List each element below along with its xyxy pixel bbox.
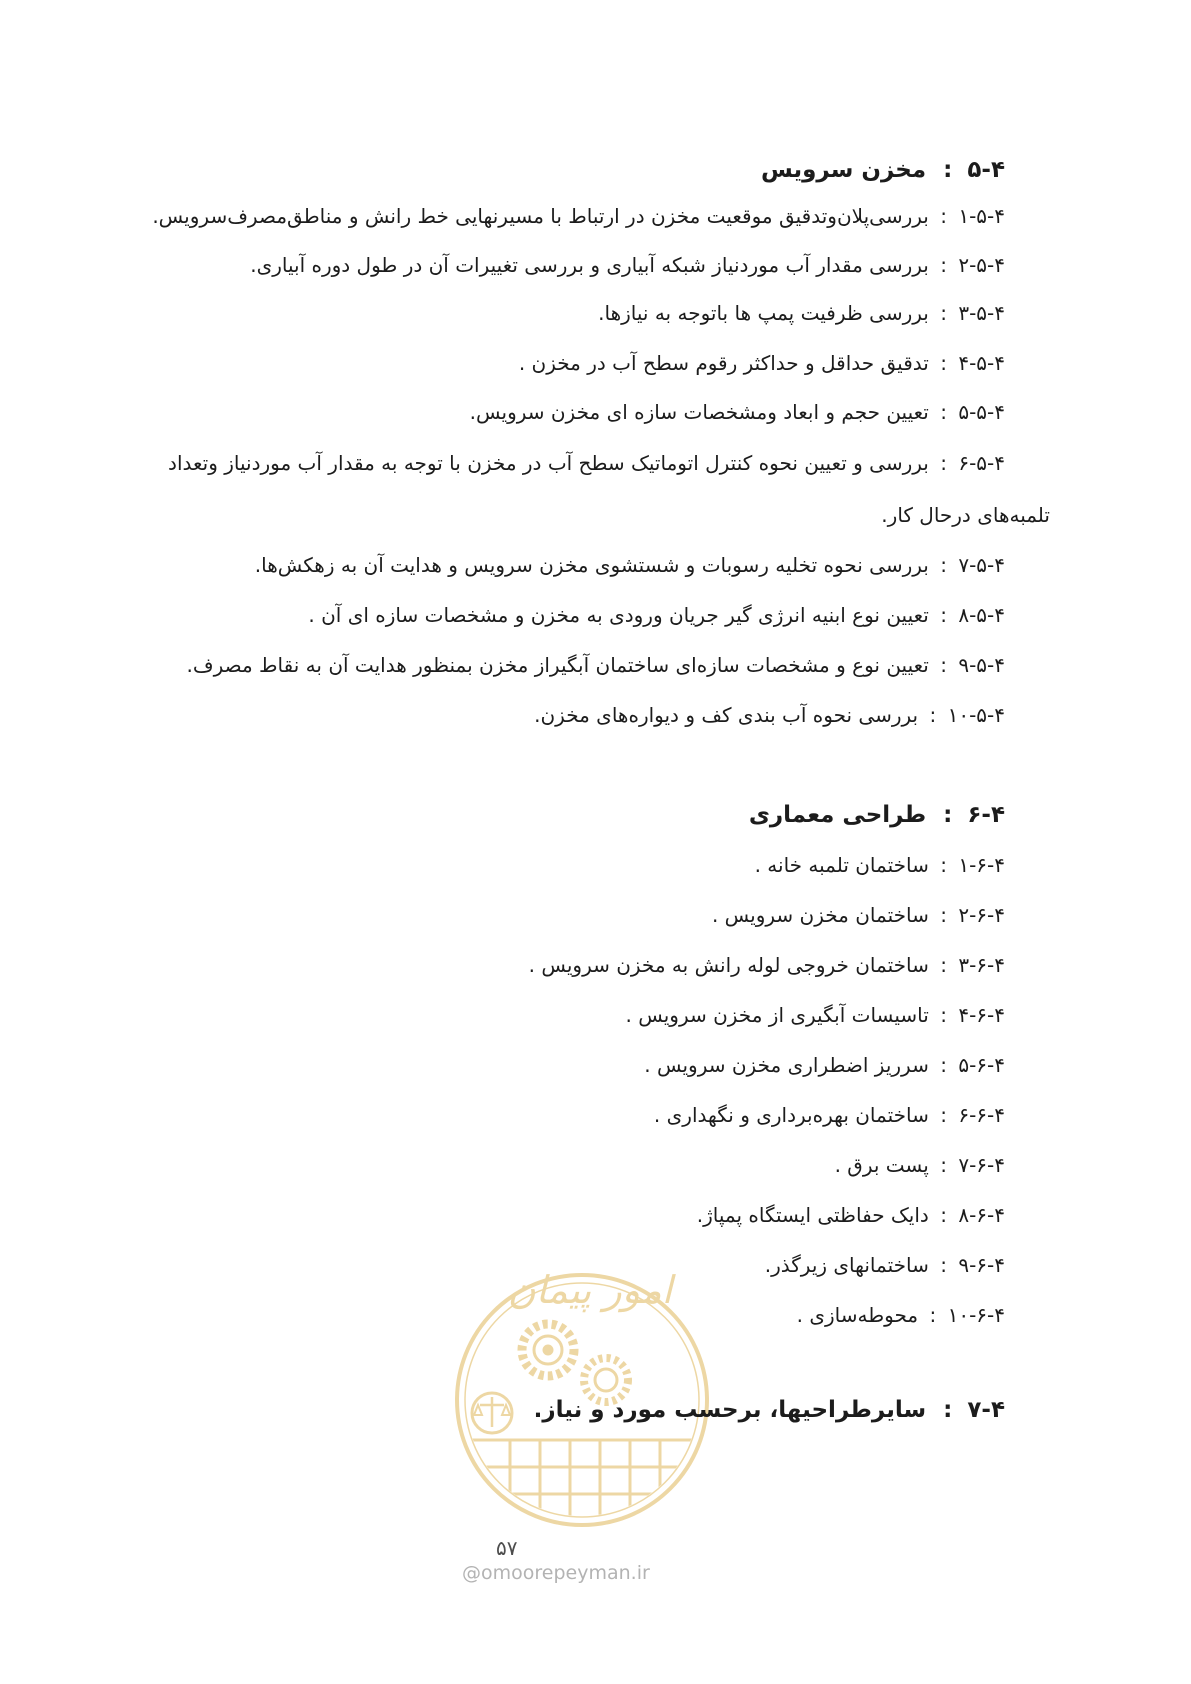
number-hyphen: - <box>969 703 977 727</box>
section-number <box>967 799 1005 831</box>
item-number <box>958 599 1005 631</box>
scales-icon <box>472 1393 512 1433</box>
item-number <box>958 347 1005 379</box>
number-part: ۴ <box>994 1203 1005 1227</box>
number-part: ۴ <box>994 1053 1005 1077</box>
number-part: ۴ <box>994 953 1005 977</box>
number-part: ۴ <box>990 802 1005 828</box>
item-number <box>958 1099 1005 1131</box>
item-text-continuation: تلمبه‌های درحال کار. <box>881 503 1050 527</box>
number-part: ۴ <box>994 553 1005 577</box>
number-hyphen: - <box>969 451 977 475</box>
number-part: ۶ <box>976 953 988 977</box>
item-text: ساختمان تلمبه خانه . <box>754 853 929 877</box>
number-part: ۴ <box>994 653 1005 677</box>
number-part: ۴ <box>958 351 970 375</box>
item-number <box>958 249 1005 281</box>
number-hyphen: - <box>987 301 995 325</box>
item-number <box>958 447 1005 479</box>
list-item <box>255 549 1005 581</box>
number-hyphen: - <box>969 853 977 877</box>
number-hyphen: - <box>969 903 977 927</box>
item-number <box>958 849 1005 881</box>
list-item <box>598 297 1005 329</box>
number-hyphen: - <box>987 1053 995 1077</box>
number-hyphen: - <box>969 1153 977 1177</box>
separator: : <box>929 703 937 727</box>
number-part: ۳ <box>958 301 970 325</box>
number-hyphen: - <box>987 653 995 677</box>
number-part: ۶ <box>976 1053 988 1077</box>
item-number <box>948 1299 1005 1331</box>
number-part: ۳ <box>958 953 970 977</box>
item-text: سرریز اضطراری مخزن سرویس . <box>644 1053 929 1077</box>
number-part: ۴ <box>994 1253 1005 1277</box>
number-part: ۴ <box>994 903 1005 927</box>
number-part: ۴ <box>994 853 1005 877</box>
section-heading <box>761 154 1005 186</box>
separator: : <box>943 802 953 828</box>
number-hyphen: - <box>969 351 977 375</box>
item-text: تدقیق حداقل و حداکثر رقوم سطح آب در مخزن . <box>518 351 929 375</box>
list-item <box>534 699 1005 731</box>
number-part: ۹ <box>958 1253 970 1277</box>
item-text: ساختمان مخزن سرویس . <box>711 903 929 927</box>
list-item <box>644 1049 1005 1081</box>
separator: : <box>940 603 947 627</box>
number-part: ۴ <box>994 351 1005 375</box>
section-heading <box>749 799 1005 831</box>
number-part: ۲ <box>958 903 970 927</box>
list-item <box>697 1199 1005 1231</box>
list-item <box>529 949 1005 981</box>
item-text: تعیین نوع و مشخصات سازه‌ای ساختمان آبگیراز مخزن بمنظور هدایت آن به نقاط مصرف. <box>186 653 929 677</box>
item-text: ساختمان خروجی لوله رانش به مخزن سرویس . <box>528 953 929 977</box>
number-part: ۵ <box>958 400 970 424</box>
number-hyphen: - <box>987 603 995 627</box>
number-part: ۴ <box>994 703 1005 727</box>
number-part: ۵ <box>976 553 988 577</box>
item-number <box>958 949 1005 981</box>
list-item <box>308 599 1005 631</box>
number-part: ۱۰ <box>947 703 970 727</box>
number-hyphen: - <box>969 1303 977 1327</box>
number-hyphen: - <box>969 400 977 424</box>
number-part: ۴ <box>994 400 1005 424</box>
number-hyphen: - <box>987 903 995 927</box>
list-item <box>712 899 1005 931</box>
number-part: ۵ <box>967 157 982 183</box>
number-part: ۴ <box>990 157 1005 183</box>
number-part: ۲ <box>958 253 970 277</box>
separator: : <box>940 1103 947 1127</box>
number-part: ۴ <box>994 603 1005 627</box>
number-part: ۶ <box>958 1103 970 1127</box>
item-number <box>958 297 1005 329</box>
section-heading <box>534 1394 1005 1426</box>
separator: : <box>940 1003 947 1027</box>
number-hyphen: - <box>969 1053 977 1077</box>
list-item <box>765 1249 1005 1281</box>
number-part: ۴ <box>994 1003 1005 1027</box>
separator: : <box>940 853 947 877</box>
number-hyphen: - <box>987 703 995 727</box>
item-text: بررسی‌پلان‌وتدقیق موقعیت مخزن در ارتباط با مسیرنهایی خط رانش و مناطق‌مصرف‌سرویس. <box>152 204 929 228</box>
section-number <box>967 154 1005 186</box>
number-part: ۴ <box>994 1303 1005 1327</box>
number-part: ۵ <box>976 301 988 325</box>
number-hyphen: - <box>987 1003 995 1027</box>
item-text: محوطه‌سازی . <box>796 1303 919 1327</box>
number-hyphen: - <box>987 1253 995 1277</box>
number-hyphen: - <box>987 400 995 424</box>
number-part: ۵ <box>976 451 988 475</box>
number-part: ۴ <box>994 253 1005 277</box>
item-number <box>958 899 1005 931</box>
list-item <box>755 849 1005 881</box>
number-part: ۴ <box>994 451 1005 475</box>
item-text: تعیین نوع ابنیه انرژی گیر جریان ورودی به مخزن و مشخصات سازه ای آن . <box>308 603 929 627</box>
item-number <box>958 396 1005 428</box>
list-item <box>470 396 1005 428</box>
logo-text: امور پیمان <box>507 1268 673 1312</box>
number-hyphen: - <box>987 1153 995 1177</box>
item-number <box>948 699 1005 731</box>
number-part: ۷ <box>958 1153 970 1177</box>
number-part: ۸ <box>958 1203 970 1227</box>
number-hyphen: - <box>987 1103 995 1127</box>
number-hyphen: - <box>981 802 991 828</box>
item-number <box>958 1199 1005 1231</box>
number-hyphen: - <box>987 553 995 577</box>
separator: : <box>940 253 947 277</box>
section-title: سایرطراحیها، برحسب مورد و نیاز. <box>533 1397 927 1423</box>
number-part: ۶ <box>967 802 982 828</box>
number-part: ۶ <box>976 1203 988 1227</box>
number-part: ۴ <box>990 1397 1005 1423</box>
number-hyphen: - <box>969 1253 977 1277</box>
number-part: ۱ <box>958 853 970 877</box>
separator: : <box>940 653 947 677</box>
item-text: تاسیسات آبگیری از مخزن سرویس . <box>625 1003 929 1027</box>
separator: : <box>940 351 947 375</box>
number-part: ۴ <box>958 1003 970 1027</box>
number-part: ۵ <box>976 351 988 375</box>
number-part: ۶ <box>976 1103 988 1127</box>
number-hyphen: - <box>969 1003 977 1027</box>
item-text: پست برق . <box>834 1153 929 1177</box>
number-hyphen: - <box>969 1203 977 1227</box>
list-item <box>519 347 1005 379</box>
item-number <box>958 1149 1005 1181</box>
number-hyphen: - <box>987 853 995 877</box>
item-number <box>958 549 1005 581</box>
number-part: ۸ <box>958 603 970 627</box>
item-number <box>958 200 1005 232</box>
number-part: ۶ <box>976 1253 988 1277</box>
number-part: ۵ <box>976 204 988 228</box>
item-text: تعیین حجم و ابعاد ومشخصات سازه ای مخزن سرویس. <box>469 400 929 424</box>
number-part: ۴ <box>994 204 1005 228</box>
list-item <box>626 999 1006 1031</box>
list-item-continuation <box>881 499 1050 531</box>
number-hyphen: - <box>969 553 977 577</box>
separator: : <box>940 1253 947 1277</box>
number-part: ۶ <box>976 1153 988 1177</box>
separator: : <box>940 1053 947 1077</box>
number-hyphen: - <box>969 953 977 977</box>
number-hyphen: - <box>987 253 995 277</box>
number-part: ۴ <box>994 1153 1005 1177</box>
list-item <box>654 1099 1005 1131</box>
number-part: ۵ <box>976 703 988 727</box>
item-text: ساختمانهای زیرگذر. <box>764 1253 929 1277</box>
watermark-url: @omoorepeyman.ir <box>462 1562 650 1584</box>
number-hyphen: - <box>969 253 977 277</box>
number-part: ۷ <box>958 553 970 577</box>
number-part: ۶ <box>976 1303 988 1327</box>
list-item <box>797 1299 1005 1331</box>
number-hyphen: - <box>969 204 977 228</box>
list-item <box>250 249 1005 281</box>
number-part: ۶ <box>958 451 970 475</box>
number-hyphen: - <box>987 953 995 977</box>
section-title: مخزن سرویس <box>760 157 927 183</box>
item-text: بررسی نحوه آب بندی کف و دیواره‌های مخزن. <box>534 703 919 727</box>
item-text: ساختمان بهره‌برداری و نگهداری . <box>653 1103 929 1127</box>
number-hyphen: - <box>969 603 977 627</box>
number-hyphen: - <box>987 451 995 475</box>
number-part: ۴ <box>994 1103 1005 1127</box>
number-hyphen: - <box>969 301 977 325</box>
number-part: ۵ <box>958 1053 970 1077</box>
number-part: ۷ <box>967 1397 982 1423</box>
number-hyphen: - <box>987 1203 995 1227</box>
separator: : <box>943 157 953 183</box>
gear-icon <box>522 1324 574 1376</box>
item-number <box>958 1249 1005 1281</box>
separator: : <box>929 1303 937 1327</box>
section-title: طراحی معماری <box>748 802 927 828</box>
number-part: ۵ <box>976 253 988 277</box>
item-text: بررسی ظرفیت پمپ ها باتوجه به نیازها. <box>598 301 929 325</box>
number-hyphen: - <box>981 157 991 183</box>
number-hyphen: - <box>987 1303 995 1327</box>
item-number <box>958 649 1005 681</box>
number-part: ۱۰ <box>947 1303 970 1327</box>
item-text: بررسی و تعیین نحوه کنترل اتوماتیک سطح آب در مخزن با توجه به مقدار آب موردنیاز وتعداد <box>168 451 929 475</box>
number-hyphen: - <box>981 1397 991 1423</box>
list-item <box>187 649 1005 681</box>
separator: : <box>940 301 947 325</box>
number-part: ۶ <box>976 1003 988 1027</box>
number-part: ۴ <box>994 301 1005 325</box>
number-part: ۱ <box>958 204 970 228</box>
number-hyphen: - <box>987 204 995 228</box>
list-item <box>835 1149 1005 1181</box>
item-number <box>958 1049 1005 1081</box>
number-part: ۵ <box>976 603 988 627</box>
item-text: بررسی نحوه تخلیه رسوبات و شستشوی مخزن سرویس و هدایت آن به زهکش‌ها. <box>254 553 929 577</box>
page-number: ۵۷ <box>496 1536 518 1560</box>
number-part: ۹ <box>958 653 970 677</box>
number-hyphen: - <box>969 1103 977 1127</box>
separator: : <box>940 204 947 228</box>
list-item <box>168 447 1005 479</box>
number-hyphen: - <box>987 351 995 375</box>
number-part: ۵ <box>976 653 988 677</box>
list-item <box>152 200 1005 232</box>
number-part: ۶ <box>976 853 988 877</box>
separator: : <box>940 903 947 927</box>
separator: : <box>940 1153 947 1177</box>
separator: : <box>940 400 947 424</box>
separator: : <box>940 953 947 977</box>
number-part: ۵ <box>976 400 988 424</box>
separator: : <box>940 451 947 475</box>
item-text: بررسی مقدار آب موردنیاز شبکه آبیاری و بررسی تغییرات آن در طول دوره آبیاری. <box>250 253 929 277</box>
separator: : <box>940 1203 947 1227</box>
section-number <box>967 1394 1005 1426</box>
item-text: دایک حفاظتی ایستگاه پمپاژ. <box>696 1203 929 1227</box>
number-part: ۶ <box>976 903 988 927</box>
item-number <box>958 999 1005 1031</box>
number-hyphen: - <box>969 653 977 677</box>
separator: : <box>943 1397 953 1423</box>
separator: : <box>940 553 947 577</box>
